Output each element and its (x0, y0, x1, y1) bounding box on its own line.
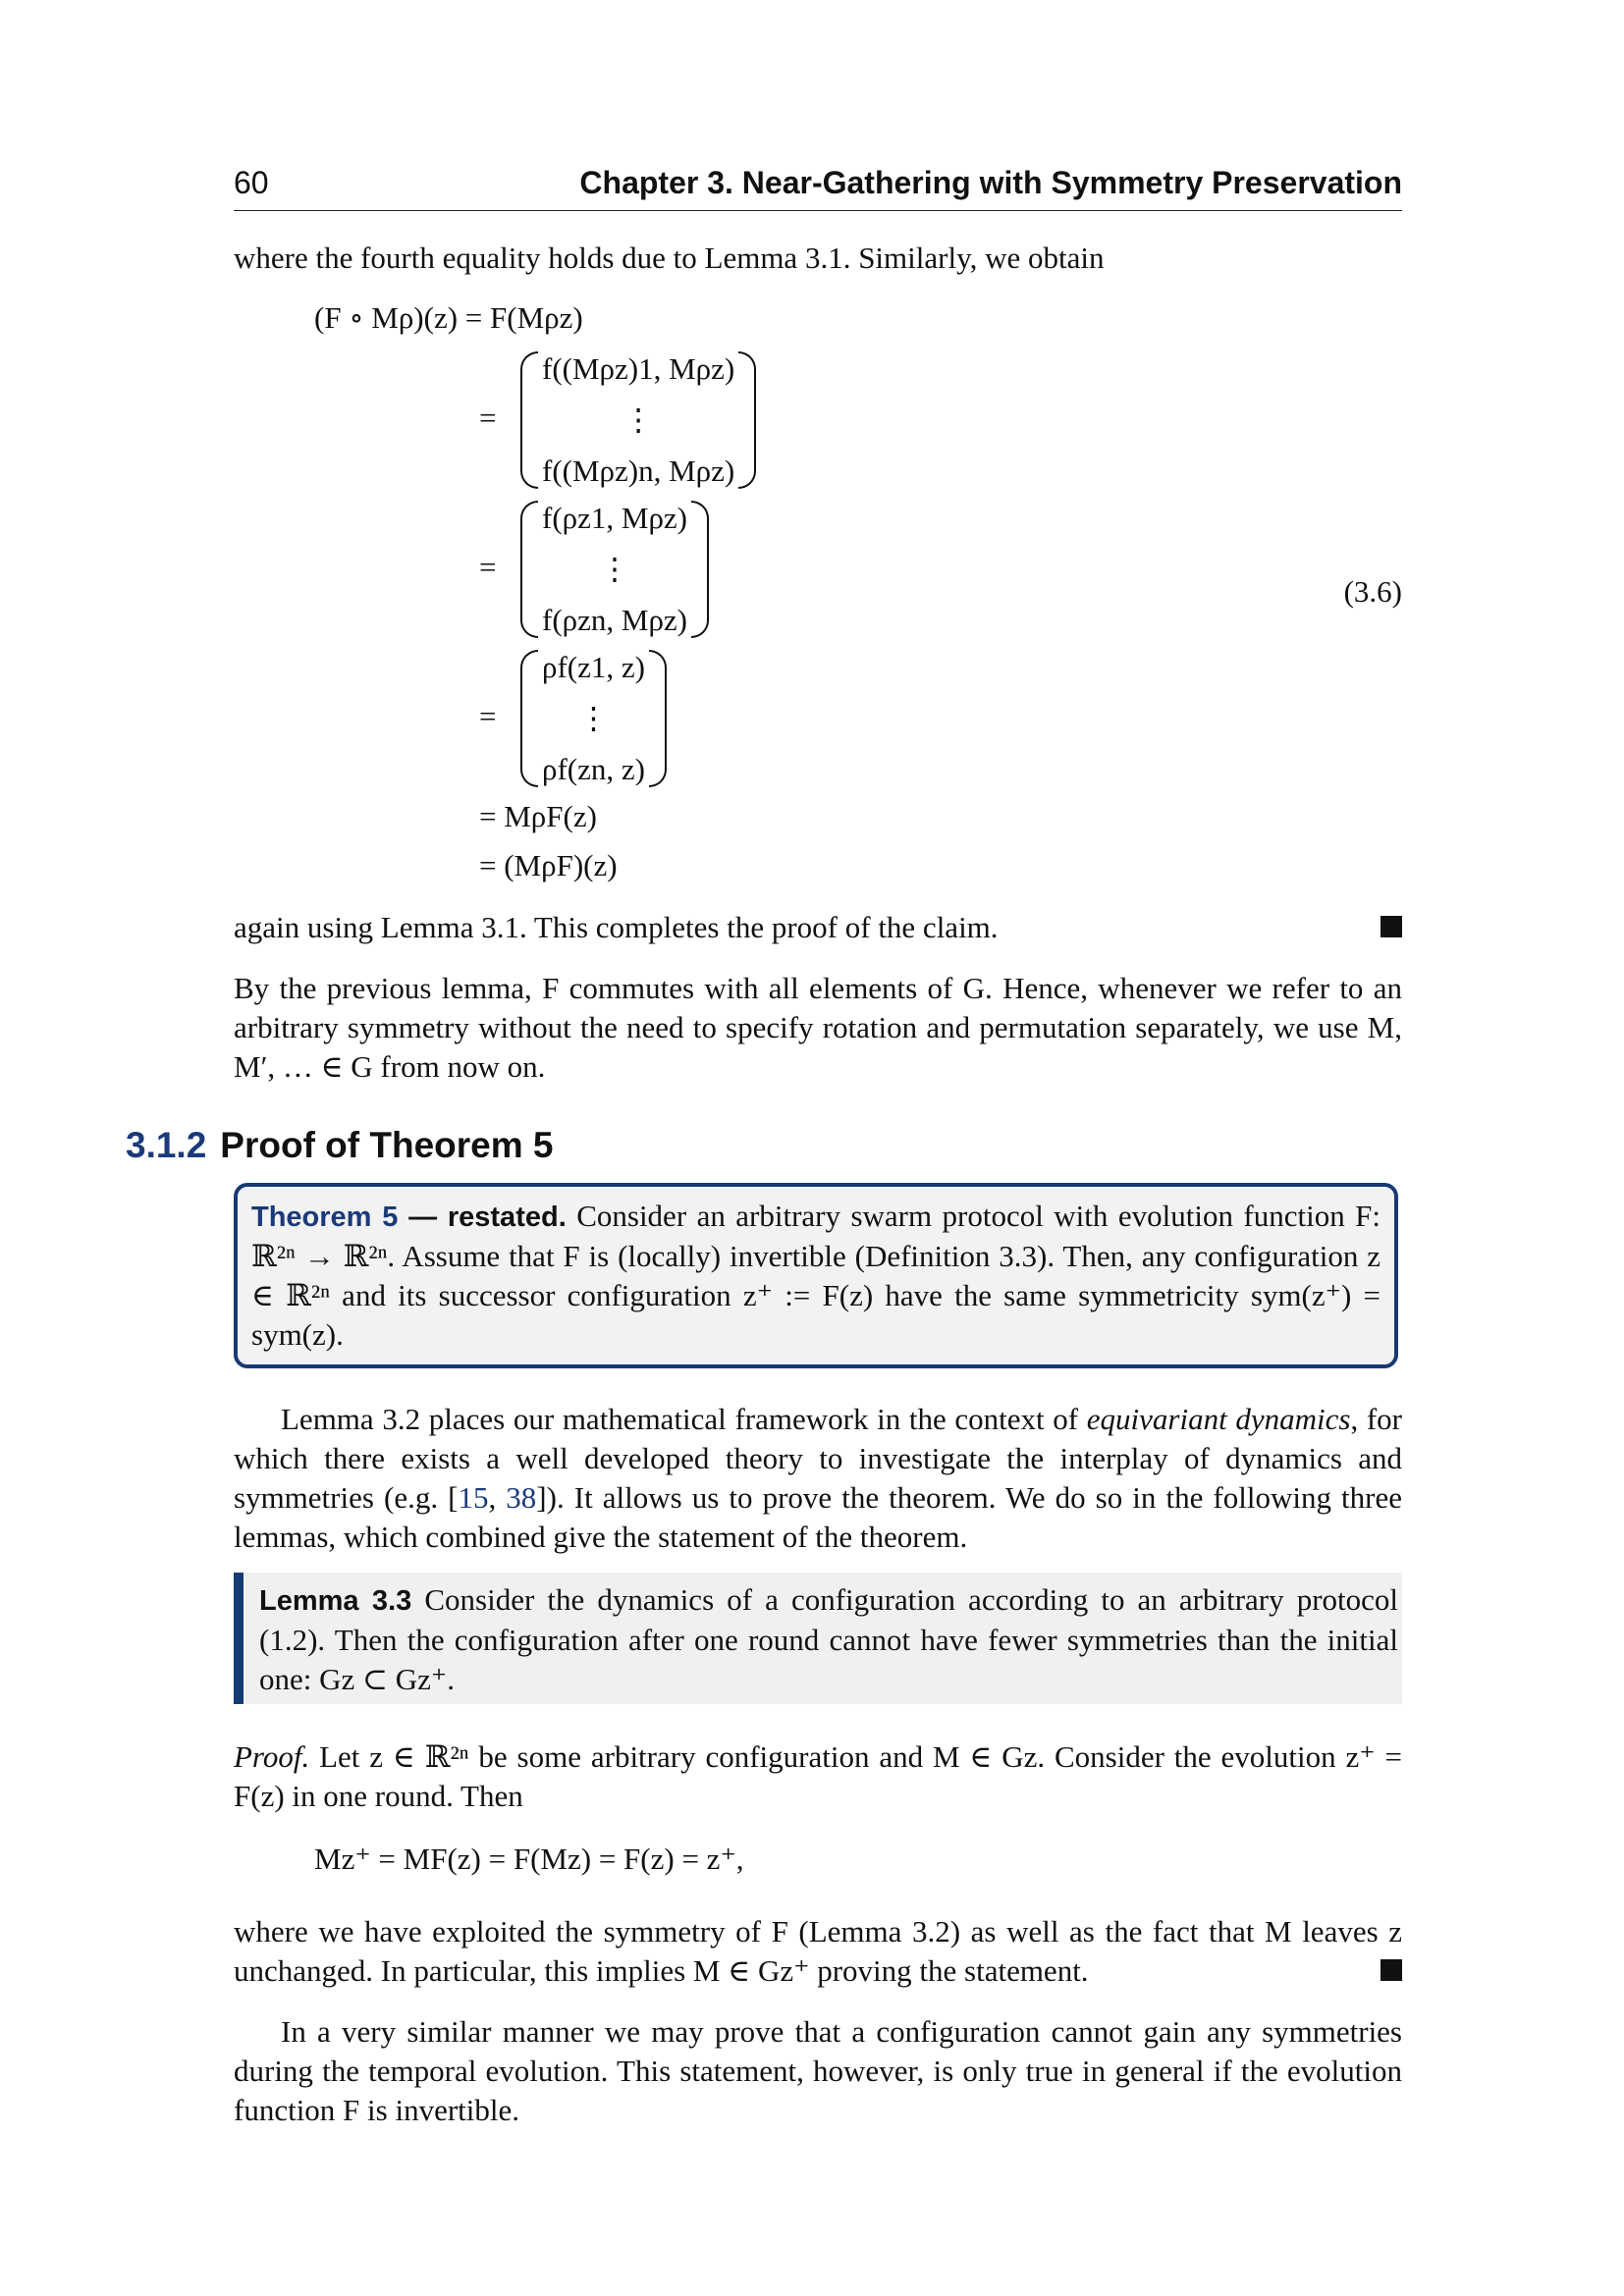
paragraph-final: In a very similar manner we may prove that a configuration cannot gain any symmetries during the temporal evolution. This statement, however, is only true in general if the evolution function F is invertible. (234, 2014, 1402, 2127)
vector-step-3-bottom: ρf(zn, z) (542, 752, 645, 786)
equation-2: Mz⁺ = MF(z) = F(Mz) = F(z) = z⁺, (314, 1842, 744, 1876)
theorem-text: Consider an arbitrary swarm protocol with evolution function F: ℝ²ⁿ → ℝ²ⁿ. Assume that F is (locally) invertible (Definition 3.3). Then, any configuration z ∈ ℝ²ⁿ and its successor configuration z⁺ := F(z) have the same symmetricity sym(z⁺) = sym(z). (251, 1199, 1380, 1352)
qed-symbol-2 (1380, 1959, 1402, 1981)
proof-text: Let z ∈ ℝ²ⁿ be some arbitrary configuration and M ∈ Gz. Consider the evolution z⁺ = F(z) in one round. Then (234, 1739, 1402, 1813)
text-run: , for which there exists a well developed theory to investigate the interplay of dynamics and symmetries (e.g. [ (234, 1402, 1402, 1515)
paragraph-again: again using Lemma 3.1. This completes the proof of the claim. (234, 910, 999, 944)
vector-step-1 (520, 351, 756, 489)
vector-step-2-bottom: f(ρzn, Mρz) (542, 603, 687, 637)
qed-symbol (1380, 916, 1402, 937)
vector-step-2-top: f(ρz1, Mρz) (542, 501, 687, 535)
equation-equals-2: = (479, 550, 497, 584)
vector-step-3-top: ρf(z1, z) (542, 650, 645, 684)
vector-step-3-dots: ⋮ (577, 701, 609, 735)
vector-step-2 (520, 501, 709, 638)
chapter-title: Chapter 3. Near-Gathering with Symmetry Preservation (579, 165, 1402, 200)
proof-label: Proof. (234, 1739, 310, 1774)
left-paren (520, 650, 538, 787)
equation-line-6: = (MρF)(z) (479, 848, 618, 882)
vector-step-2-dots: ⋮ (599, 552, 630, 586)
vector-step-1-dots: ⋮ (623, 402, 654, 437)
citation-link-38[interactable]: 38 (506, 1480, 537, 1515)
section-heading (126, 1125, 554, 1166)
lemma-name: Lemma 3.3 (259, 1585, 412, 1617)
page-number: 60 (234, 165, 269, 200)
theorem-box (234, 1183, 1398, 1368)
right-paren (691, 501, 709, 638)
citation-link-15[interactable]: 15 (458, 1480, 489, 1515)
equation-equals-3: = (479, 699, 497, 733)
lemma-box (234, 1573, 1402, 1704)
paragraph-fourth-equality: where the fourth equality holds due to Lemma 3.1. Similarly, we obtain (234, 240, 1105, 275)
left-paren (520, 501, 538, 638)
theorem-heading (251, 1201, 567, 1233)
lemma-text: Consider the dynamics of a configuration according to an arbitrary protocol (1.2). Then the configuration after one round cannot have fewer symmetries than the initial one: Gz ⊂ Gz⁺. (259, 1582, 1399, 1696)
theorem-suffix: — restated. (398, 1201, 567, 1233)
section-number: 3.1.2 (126, 1125, 207, 1165)
paragraph-where: where we have exploited the symmetry of F (Lemma 3.2) as well as the fact that M leaves z unchanged. In particular, this implies M ∈ Gz⁺ proving the statement. (234, 1914, 1402, 1988)
theorem-name: Theorem 5 (251, 1201, 399, 1233)
text-run: , (488, 1480, 507, 1515)
equation-lhs: (F ∘ Mρ)(z) = F(Mρz) (314, 300, 583, 335)
right-paren (649, 650, 667, 787)
paragraph-commutes: By the previous lemma, F commutes with all elements of G. Hence, whenever we refer to an arbitrary symmetry without the need to specify rotation and permutation separately, we use M, M′, … ∈ G from now on. (234, 971, 1402, 1084)
vector-step-1-top: f((Mρz)1, Mρz) (542, 351, 735, 386)
vector-step-3 (520, 650, 667, 787)
proof-paragraph (234, 1737, 1402, 1816)
equation-number: (3.6) (1343, 574, 1402, 609)
equation-line-5: = MρF(z) (479, 799, 597, 833)
text-run: Lemma 3.2 places our mathematical framework in the context of (281, 1402, 1087, 1436)
emphasis-equivariant-dynamics: equivariant dynamics (1086, 1402, 1351, 1436)
section-title: Proof of Theorem 5 (220, 1125, 554, 1165)
vector-step-1-bottom: f((Mρz)n, Mρz) (542, 454, 735, 488)
right-paren (738, 351, 756, 489)
running-header (234, 163, 1402, 211)
equation-equals-1: = (479, 400, 497, 435)
paragraph-lemma-3-2 (234, 1400, 1402, 1557)
left-paren (520, 351, 538, 489)
text-run: ]). It allows us to prove the theorem. We do so in the following three lemmas, which combined give the statement of the theorem. (234, 1480, 1403, 1554)
